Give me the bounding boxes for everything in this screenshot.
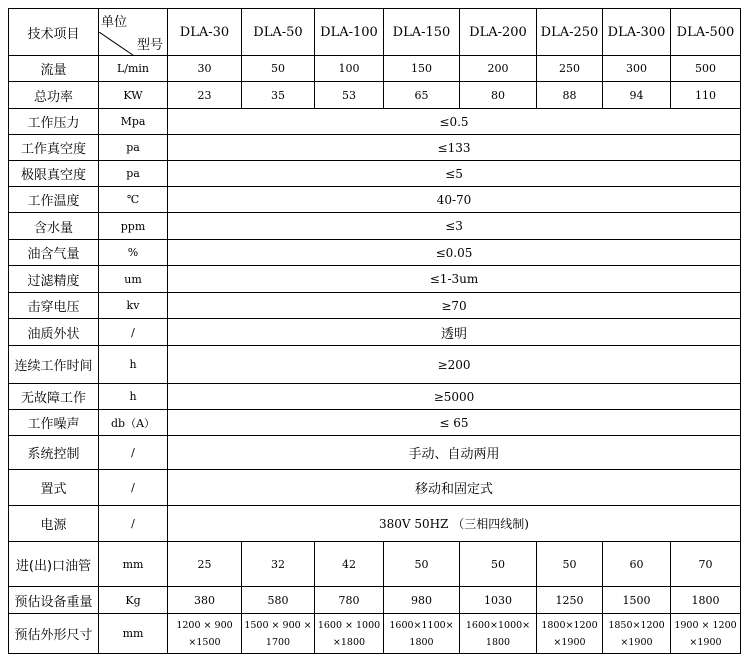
spec-table bbox=[8, 8, 741, 654]
header-item-label: 技术项目 bbox=[9, 9, 99, 56]
merged-value-cell: ≤3 bbox=[168, 213, 741, 240]
row-unit: / bbox=[99, 470, 168, 506]
model-header: DLA-50 bbox=[242, 9, 315, 56]
row-unit: ppm bbox=[99, 213, 168, 240]
header-row bbox=[9, 9, 741, 56]
dim-line-1: 1600×1000× bbox=[465, 619, 531, 631]
table-row-control bbox=[9, 436, 741, 470]
row-unit: / bbox=[99, 436, 168, 470]
row-label: 无故障工作 bbox=[9, 384, 99, 410]
row-label: 过滤精度 bbox=[9, 266, 99, 293]
row-unit: % bbox=[99, 240, 168, 266]
table-cell: 50 bbox=[537, 542, 603, 587]
table-cell bbox=[537, 614, 603, 654]
model-header: DLA-300 bbox=[603, 9, 671, 56]
row-label: 工作压力 bbox=[9, 109, 99, 135]
dim-line-1: 1850×1200 bbox=[608, 619, 665, 631]
table-row-work-vacuum bbox=[9, 135, 741, 161]
model-header: DLA-200 bbox=[460, 9, 537, 56]
row-label: 极限真空度 bbox=[9, 161, 99, 187]
header-unit-label: 单位 bbox=[101, 15, 128, 30]
table-row-power-supply bbox=[9, 506, 741, 542]
row-label: 预估外形尺寸 bbox=[9, 614, 99, 654]
table-row-temperature bbox=[9, 187, 741, 213]
table-row-limit-vacuum bbox=[9, 161, 741, 187]
merged-value-cell: ≤0.5 bbox=[168, 109, 741, 135]
merged-value-cell: 手动、自动两用 bbox=[168, 436, 741, 470]
table-cell: 53 bbox=[315, 82, 384, 109]
table-cell: 70 bbox=[671, 542, 741, 587]
dim-line-1: 1600×1100× bbox=[389, 619, 454, 631]
merged-value-cell: 移动和固定式 bbox=[168, 470, 741, 506]
table-cell bbox=[242, 614, 315, 654]
row-unit: db（A） bbox=[99, 410, 168, 436]
table-cell bbox=[671, 614, 741, 654]
row-unit: h bbox=[99, 384, 168, 410]
table-row-placement bbox=[9, 470, 741, 506]
table-row-continuous bbox=[9, 346, 741, 384]
dim-line-2: ×1900 bbox=[620, 636, 653, 648]
table-cell: 580 bbox=[242, 587, 315, 614]
row-label: 预估设备重量 bbox=[9, 587, 99, 614]
table-cell: 150 bbox=[384, 56, 460, 82]
row-label: 油含气量 bbox=[9, 240, 99, 266]
table-cell: 250 bbox=[537, 56, 603, 82]
row-label: 工作真空度 bbox=[9, 135, 99, 161]
model-header: DLA-500 bbox=[671, 9, 741, 56]
dim-line-2: ×1800 bbox=[332, 636, 366, 648]
row-unit: L/min bbox=[99, 56, 168, 82]
table-cell: 30 bbox=[168, 56, 242, 82]
table-row-gas bbox=[9, 240, 741, 266]
table-cell: 50 bbox=[384, 542, 460, 587]
table-row-filter bbox=[9, 266, 741, 293]
table-row-breakdown bbox=[9, 293, 741, 319]
row-unit: um bbox=[99, 266, 168, 293]
merged-value-cell: ≥200 bbox=[168, 346, 741, 384]
table-cell: 110 bbox=[671, 82, 741, 109]
row-unit: pa bbox=[99, 135, 168, 161]
table-row-water bbox=[9, 213, 741, 240]
row-unit: mm bbox=[99, 542, 168, 587]
header-model-label: 型号 bbox=[136, 38, 163, 53]
table-cell: 200 bbox=[460, 56, 537, 82]
table-row-pressure bbox=[9, 109, 741, 135]
dim-line-1: 1800×1200 bbox=[541, 619, 598, 631]
table-cell: 65 bbox=[384, 82, 460, 109]
table-row-weight bbox=[9, 587, 741, 614]
row-unit: mm bbox=[99, 614, 168, 654]
table-cell: 80 bbox=[460, 82, 537, 109]
table-cell: 380 bbox=[168, 587, 242, 614]
merged-value-cell: ≤1-3um bbox=[168, 266, 741, 293]
table-cell: 50 bbox=[242, 56, 315, 82]
merged-value-cell: ≤ 65 bbox=[168, 410, 741, 436]
model-header: DLA-250 bbox=[537, 9, 603, 56]
table-row-noise bbox=[9, 410, 741, 436]
row-unit: Kg bbox=[99, 587, 168, 614]
table-cell: 980 bbox=[384, 587, 460, 614]
dim-line-2: 1800 bbox=[485, 636, 511, 648]
row-label: 工作噪声 bbox=[9, 410, 99, 436]
merged-value-cell: 40-70 bbox=[168, 187, 741, 213]
table-row-power bbox=[9, 82, 741, 109]
row-label: 电源 bbox=[9, 506, 99, 542]
row-label: 击穿电压 bbox=[9, 293, 99, 319]
merged-value-cell: ≤133 bbox=[168, 135, 741, 161]
table-cell bbox=[603, 614, 671, 654]
table-cell: 1030 bbox=[460, 587, 537, 614]
table-row-flow bbox=[9, 56, 741, 82]
dim-line-2: 1800 bbox=[409, 636, 434, 648]
table-cell bbox=[315, 614, 384, 654]
table-cell bbox=[168, 614, 242, 654]
row-label: 总功率 bbox=[9, 82, 99, 109]
row-unit: / bbox=[99, 319, 168, 346]
table-row-appearance bbox=[9, 319, 741, 346]
table-row-pipe bbox=[9, 542, 741, 587]
table-cell: 32 bbox=[242, 542, 315, 587]
row-label: 工作温度 bbox=[9, 187, 99, 213]
table-row-mtbf bbox=[9, 384, 741, 410]
table-cell: 42 bbox=[315, 542, 384, 587]
table-cell: 1500 bbox=[603, 587, 671, 614]
dim-line-1: 1200 × 900 bbox=[176, 619, 233, 631]
row-unit: Mpa bbox=[99, 109, 168, 135]
row-unit: h bbox=[99, 346, 168, 384]
model-header: DLA-30 bbox=[168, 9, 242, 56]
dim-line-1: 1500 × 900 × bbox=[244, 619, 312, 631]
dim-line-2: ×1500 bbox=[188, 636, 221, 648]
merged-value-cell: ≥5000 bbox=[168, 384, 741, 410]
table-cell bbox=[460, 614, 537, 654]
row-unit: kv bbox=[99, 293, 168, 319]
table-cell: 60 bbox=[603, 542, 671, 587]
row-label: 连续工作时间 bbox=[9, 346, 99, 384]
row-label: 系统控制 bbox=[9, 436, 99, 470]
row-label: 置式 bbox=[9, 470, 99, 506]
table-cell: 100 bbox=[315, 56, 384, 82]
row-unit: pa bbox=[99, 161, 168, 187]
header-corner-cell bbox=[99, 9, 168, 56]
merged-value-cell: 透明 bbox=[168, 319, 741, 346]
row-label: 进(出)口油管 bbox=[9, 542, 99, 587]
merged-value-cell: ≤5 bbox=[168, 161, 741, 187]
table-cell: 300 bbox=[603, 56, 671, 82]
table-cell: 1250 bbox=[537, 587, 603, 614]
row-label: 含水量 bbox=[9, 213, 99, 240]
row-label: 流量 bbox=[9, 56, 99, 82]
dim-line-1: 1600 × 1000 bbox=[317, 619, 381, 631]
table-row-size bbox=[9, 614, 741, 654]
row-unit: / bbox=[99, 506, 168, 542]
row-unit: KW bbox=[99, 82, 168, 109]
model-header: DLA-100 bbox=[315, 9, 384, 56]
merged-value-cell: ≤0.05 bbox=[168, 240, 741, 266]
dim-line-2: ×1900 bbox=[689, 636, 722, 648]
table-cell: 780 bbox=[315, 587, 384, 614]
merged-value-cell: ≥70 bbox=[168, 293, 741, 319]
table-cell: 25 bbox=[168, 542, 242, 587]
table-cell: 35 bbox=[242, 82, 315, 109]
merged-value-cell: 380V 50HZ （三相四线制) bbox=[168, 506, 741, 542]
dim-line-1: 1900 × 1200 bbox=[674, 619, 737, 631]
table-cell bbox=[384, 614, 460, 654]
table-cell: 23 bbox=[168, 82, 242, 109]
dim-line-2: 1700 bbox=[265, 636, 291, 648]
dim-line-2: ×1900 bbox=[553, 636, 586, 648]
table-cell: 94 bbox=[603, 82, 671, 109]
model-header: DLA-150 bbox=[384, 9, 460, 56]
row-label: 油质外状 bbox=[9, 319, 99, 346]
row-unit: ℃ bbox=[99, 187, 168, 213]
table-cell: 500 bbox=[671, 56, 741, 82]
table-cell: 88 bbox=[537, 82, 603, 109]
table-cell: 50 bbox=[460, 542, 537, 587]
table-cell: 1800 bbox=[671, 587, 741, 614]
